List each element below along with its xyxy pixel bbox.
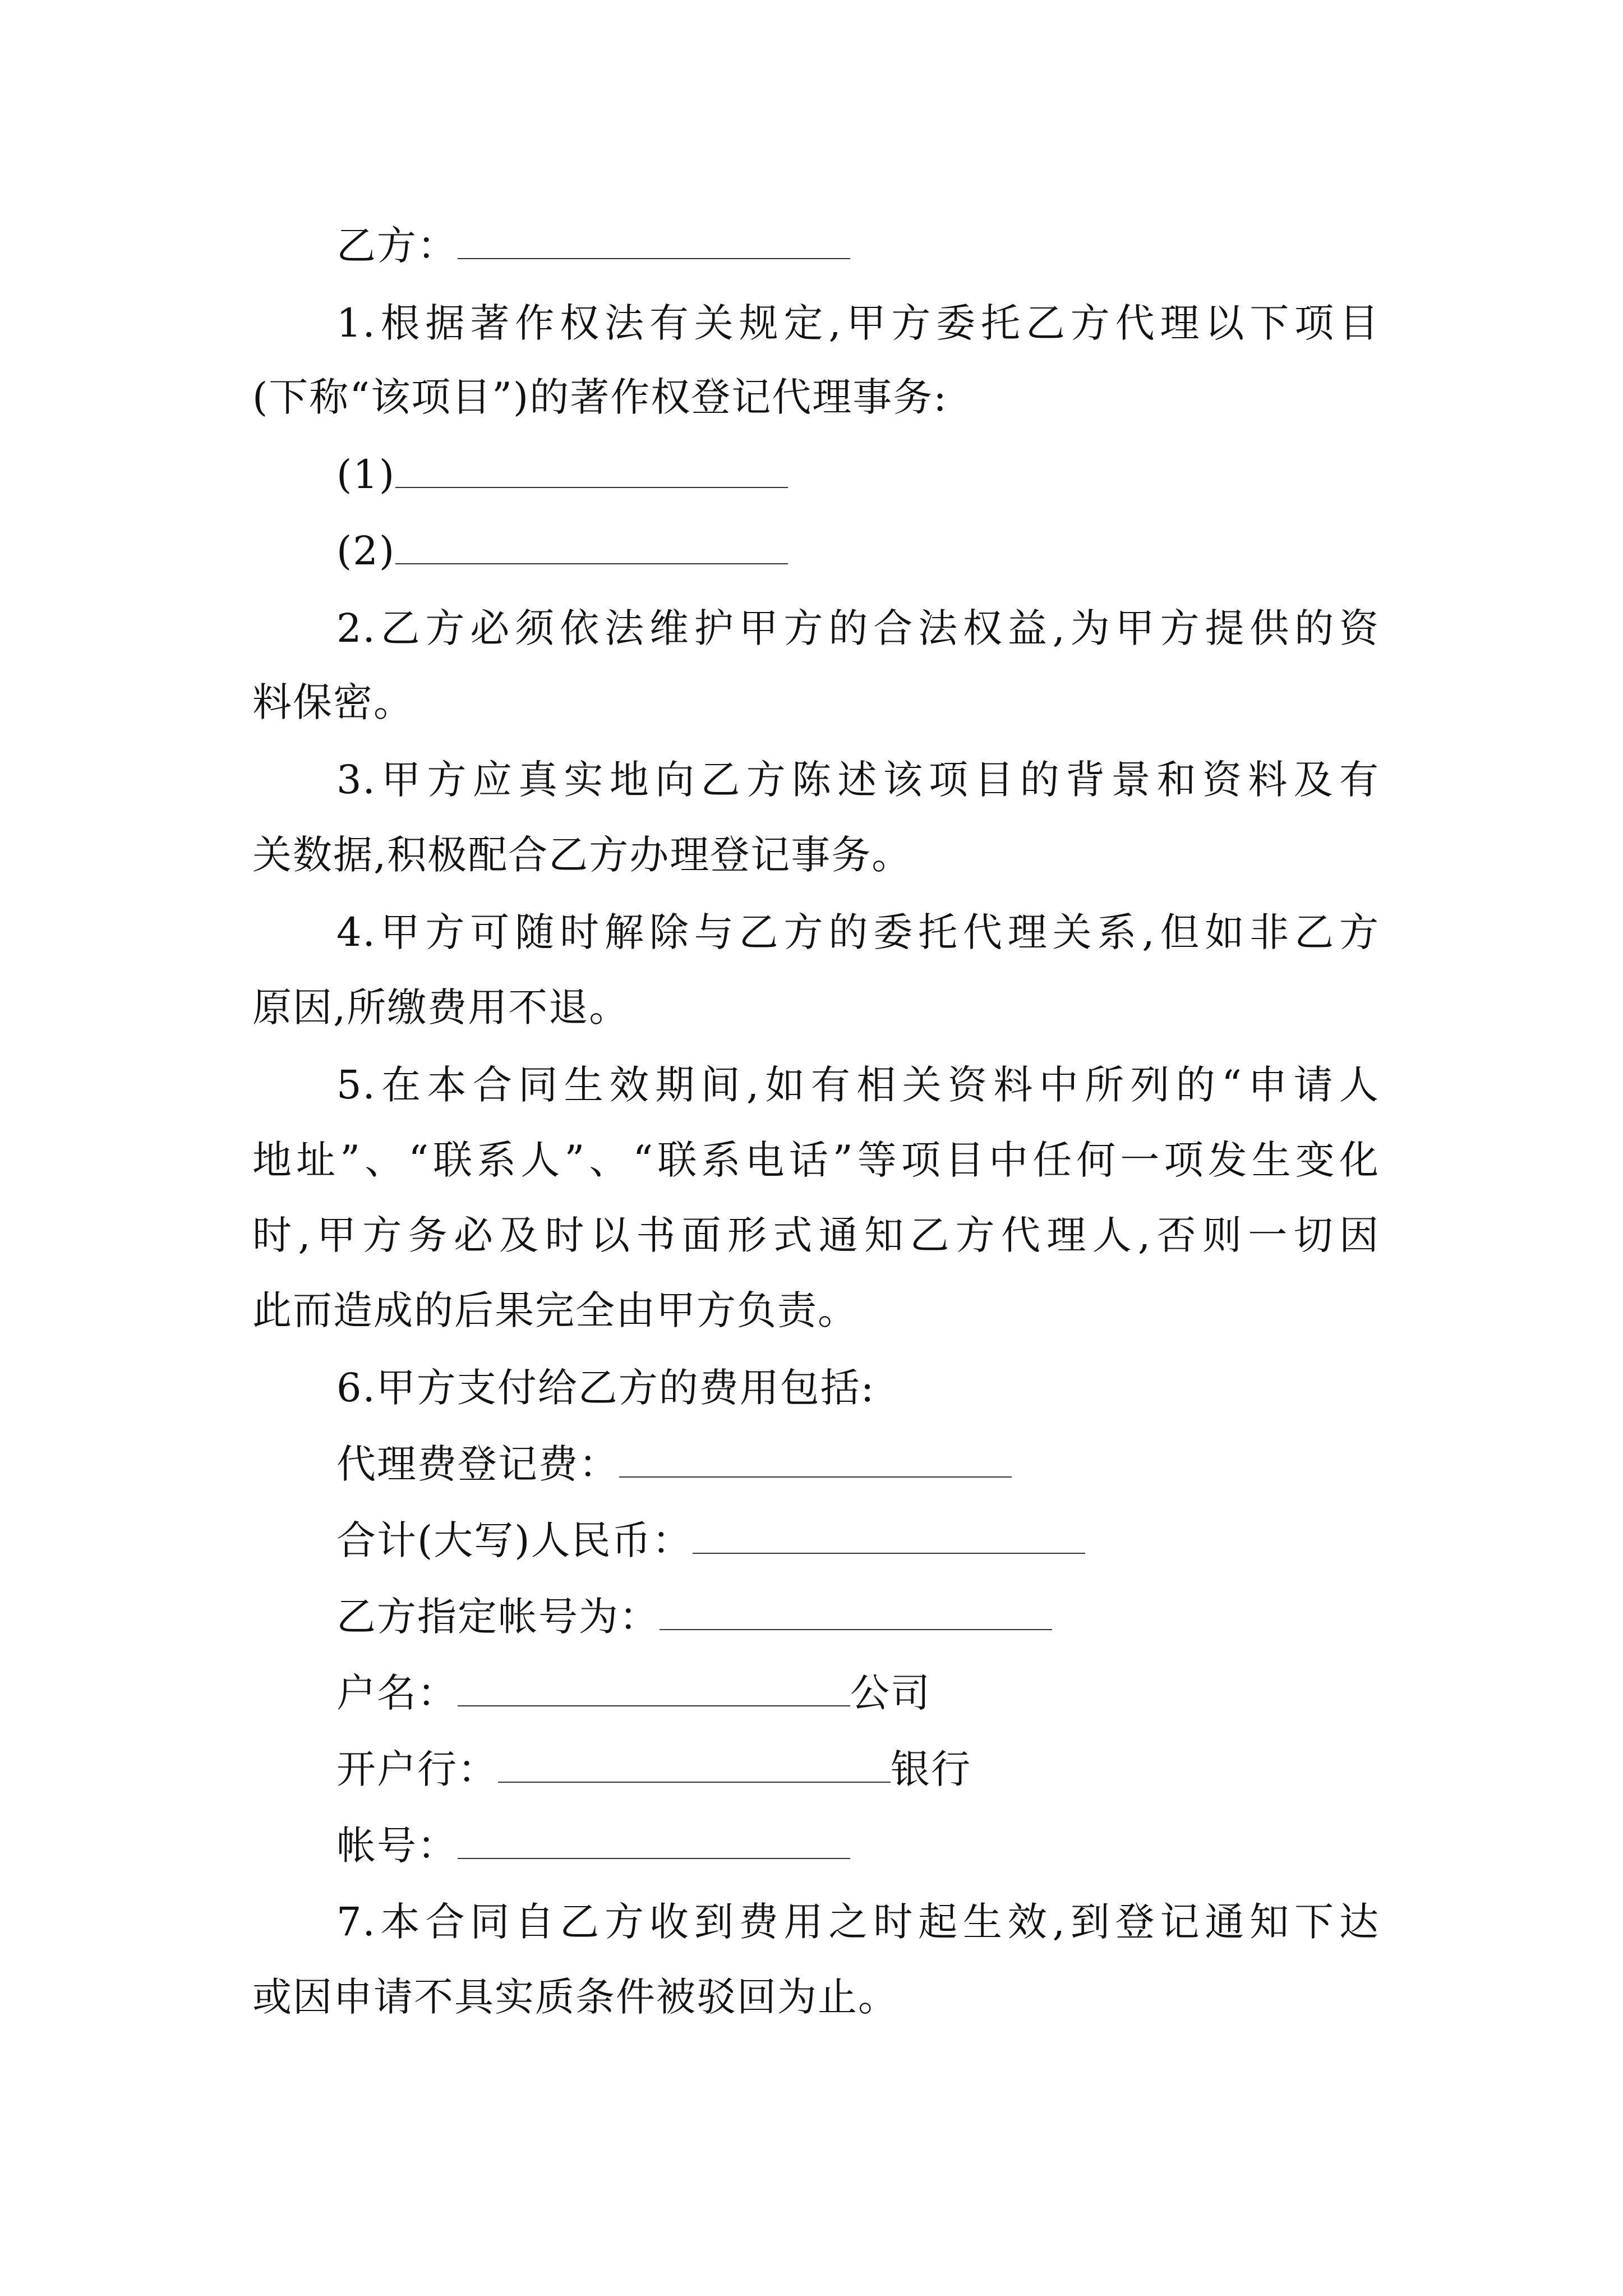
total-line [336,1513,1380,1567]
account-name-label: 户名： [336,1670,458,1716]
clause-6-line-1: 6.甲方支付给乙方的费用包括: [336,1365,875,1411]
party-b-line [336,219,1380,273]
item-2-label: (2) [336,528,396,574]
clause-4-line-1: 4.甲方可随时解除与乙方的委托代理关系,但如非乙方 [336,909,1380,955]
clause-3-line-1: 3.甲方应真实地向乙方陈述该项目的背景和资料及有 [336,757,1380,803]
clause-5-line-2: 地址”、“联系人”、“联系电话”等项目中任何一项发生变化 [252,1137,1380,1183]
item-1-line [336,448,1380,501]
fee-blank[interactable] [619,1437,1012,1478]
item-1-label: (1) [336,452,396,498]
clause-7-line-1: 7.本合同自乙方收到费用之时起生效,到登记通知下达 [336,1899,1380,1945]
bank-blank[interactable] [498,1742,891,1783]
bank-line [336,1742,1380,1796]
account-name-blank[interactable] [458,1666,850,1706]
fee-line [336,1437,1380,1491]
item-2-line [336,524,1380,578]
account-intro-line [336,1590,1380,1644]
clause-4-line-2: 原因,所缴费用不退。 [252,984,630,1030]
account-no-line [336,1819,1380,1872]
clause-1-line-2: (下称“该项目”)的著作权登记代理事务: [252,374,948,420]
clause-3-line-2: 关数据,积极配合乙方办理登记事务。 [252,832,912,878]
account-no-blank[interactable] [458,1819,850,1859]
clause-5-line-3: 时,甲方务必及时以书面形式通知乙方代理人,否则一切因 [252,1212,1380,1258]
account-name-line [336,1666,1380,1720]
total-blank[interactable] [693,1513,1085,1554]
item-2-blank[interactable] [395,524,788,564]
bank-label: 开户行： [336,1746,498,1792]
clause-1-line-1: 1.根据著作权法有关规定,甲方委托乙方代理以下项目 [336,300,1380,346]
clause-5-line-4: 此而造成的后果完全由甲方负责。 [252,1287,858,1333]
clause-7-line-2: 或因申请不具实质条件被驳回为止。 [252,1974,898,2020]
party-b-label: 乙方： [336,223,458,269]
bank-suffix: 银行 [891,1746,971,1792]
total-label: 合计(大写)人民币： [336,1517,693,1563]
clause-2-line-2: 料保密。 [252,679,414,725]
account-intro-label: 乙方指定帐号为： [336,1594,660,1640]
account-intro-blank[interactable] [660,1590,1052,1630]
account-no-label: 帐号： [336,1823,458,1869]
party-b-blank[interactable] [458,219,850,259]
fee-label: 代理费登记费： [336,1441,619,1487]
item-1-blank[interactable] [395,448,788,488]
clause-2-line-1: 2.乙方必须依法维护甲方的合法权益,为甲方提供的资 [336,605,1380,651]
account-name-suffix: 公司 [850,1670,931,1716]
clause-5-line-1: 5.在本合同生效期间,如有相关资料中所列的“申请人 [336,1062,1380,1108]
